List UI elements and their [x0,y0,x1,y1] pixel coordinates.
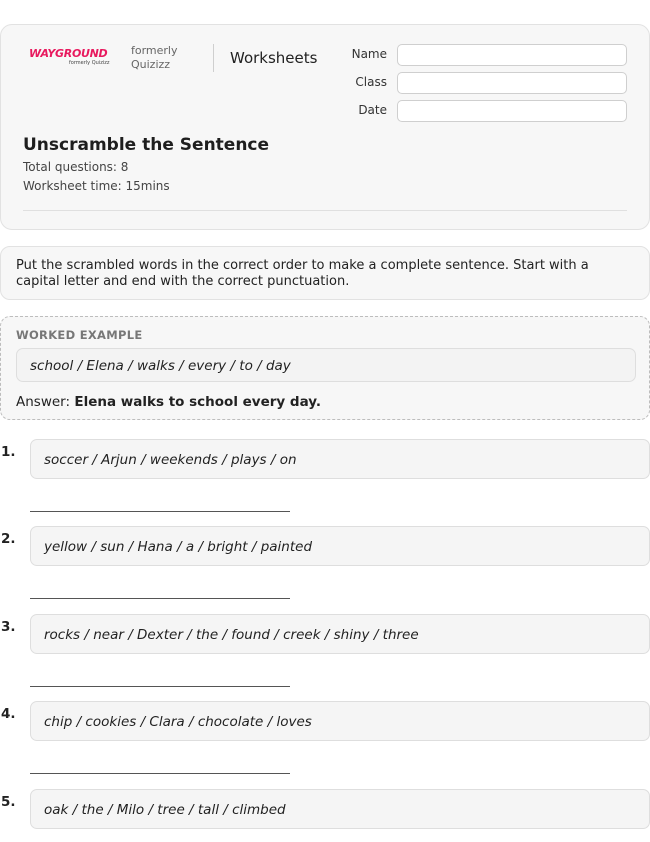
answer-line[interactable] [30,686,290,687]
worked-example-heading: WORKED EXAMPLE [16,328,143,342]
worked-example-scrambled: school / Elena / walks / every / to / day [16,348,636,382]
logo-wordmark: WAYGROUND [29,47,108,60]
question-number: 4. [1,706,16,722]
worked-example [0,316,650,420]
class-field[interactable] [397,72,627,94]
question-scrambled: oak / the / Milo / tree / tall / climbed [30,789,650,829]
question-scrambled: yellow / sun / Hana / a / bright / painted [30,526,650,566]
instructions: Put the scrambled words in the correct order to make a complete sentence. Start with a capital letter and end with the correct punctuation. [0,246,650,300]
worksheet-title: Unscramble the Sentence [23,135,270,155]
name-label: Name [351,47,387,61]
name-field[interactable] [397,44,627,66]
wayground-logo [29,47,117,71]
question-number: 3. [1,619,16,635]
answer-line[interactable] [30,773,290,774]
logo-subtext: formerly Quizizz [69,60,110,66]
answer-line[interactable] [30,511,290,512]
total-questions: Total questions: 8 [23,160,129,174]
question-number: 5. [1,794,16,810]
worked-example-answer [16,394,321,410]
question-scrambled: rocks / near / Dexter / the / found / creek / shiny / three [30,614,650,654]
question-scrambled: soccer / Arjun / weekends / plays / on [30,439,650,479]
answer-label: Answer: [16,394,71,410]
date-label: Date [358,103,387,117]
question-number: 2. [1,531,16,547]
brand-title: Worksheets [230,49,318,67]
class-label: Class [355,75,387,89]
header-divider [213,44,214,72]
answer-line[interactable] [30,598,290,599]
formerly-quizizz-text: formerly Quizizz [131,44,178,71]
header-rule [23,210,627,211]
date-field[interactable] [397,100,627,122]
answer-text: Elena walks to school every day. [74,394,321,410]
worksheet-time: Worksheet time: 15mins [23,179,170,193]
question-scrambled: chip / cookies / Clara / chocolate / loves [30,701,650,741]
question-number: 1. [1,444,16,460]
